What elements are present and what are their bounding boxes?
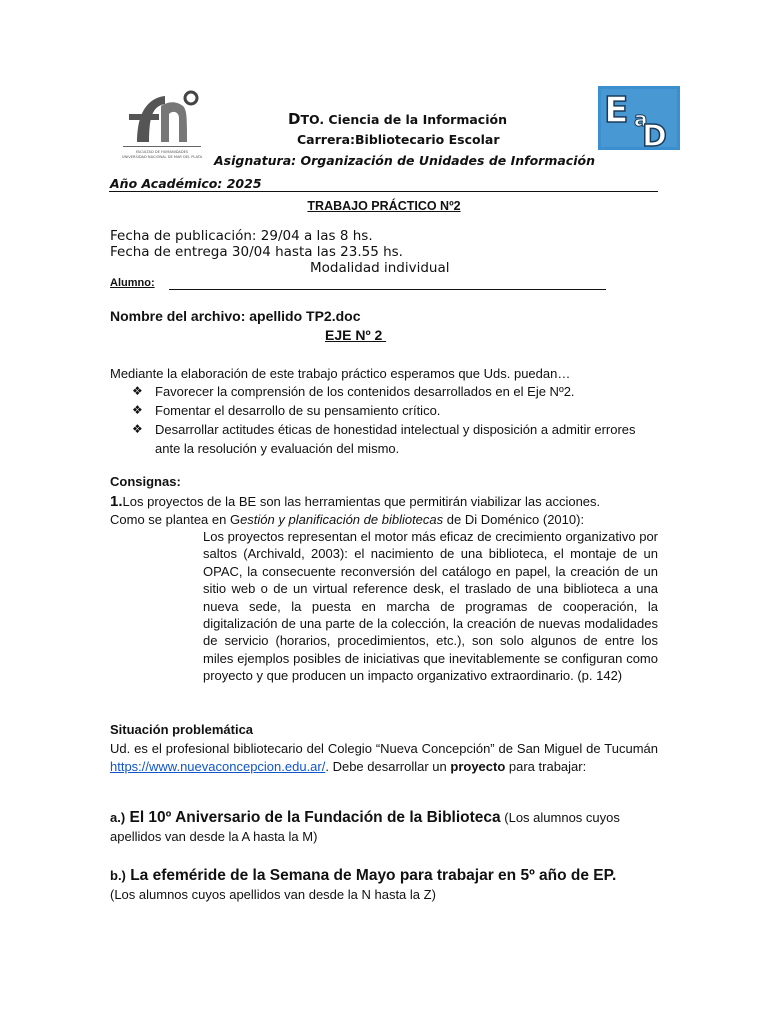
book-title: estión y planificación de bibliotecas: [240, 512, 444, 527]
instruction-number: 1.: [110, 493, 123, 510]
axis-title: EJE Nº 2: [325, 327, 387, 343]
option-b-title: La efeméride de la Semana de Mayo para trabajar en 5º año de EP.: [125, 867, 617, 884]
due-date: Fecha de entrega 30/04 hasta las 23.55 hs.: [110, 244, 403, 260]
instruction-text: Los proyectos de la BE son las herramientas que permitirán viabilizar las acciones.: [122, 494, 601, 509]
objective-text: Favorecer la comprensión de los contenidos desarrollados en el Eje Nº2.: [155, 384, 575, 399]
svg-text:UNIVERSIDAD NACIONAL DE MAR DE: UNIVERSIDAD NACIONAL DE MAR DEL PLATA: [121, 155, 203, 159]
situation-text: Ud. es el profesional bibliotecario del Colegio “Nueva Concepción” de San Miguel de Tucumán https://www.nuevaconcepcion.edu.ar/. Debe desarrollar un proyecto para trabajar:: [110, 741, 658, 774]
project-keyword: proyecto: [450, 759, 506, 774]
ead-logo: [598, 86, 680, 150]
modality: Modalidad individual: [310, 260, 450, 276]
school-website-link[interactable]: https://www.nuevaconcepcion.edu.ar/: [110, 759, 326, 774]
diamond-bullet-icon: ❖: [132, 384, 143, 398]
student-label: Alumno:: [110, 277, 155, 289]
student-name-line: [169, 289, 606, 290]
logo-caption: FACULTAD DE HUMANIDADES: [135, 150, 189, 154]
file-name-instruction: Nombre del archivo: apellido TP2.doc: [110, 308, 361, 324]
block-quote: Los proyectos representan el motor más eficaz de crecimiento organizativo por saltos (Archivald, 2003): el nacimiento de una biblioteca, el montaje de un OPAC, la consecuente reconversión del catálogo en papel, la creación de un sitio web o de un virtual reference desk, el traslado de una biblioteca a una nueva sede, la puesta en marcha de programas de cooperación, la digitalización de una parte de la colección, la creación de nuevas modalidades de servicio (horarios, procedimientos, etc.), son solo algunos de entre los miles ejemplos posibles de iniciativas que inevitablemente se configuran como proyecto y que producen un impacto organizativo extraordinario. (p. 142): [203, 529, 658, 684]
career-title: Carrera:Bibliotecario Escolar: [297, 132, 500, 147]
instructions-heading: Consignas:: [110, 474, 181, 489]
subject-title: Asignatura: Organización de Unidades de Información: [214, 153, 595, 168]
instruction-citation-line: Como se plantea en Gestión y planificación de bibliotecas de Di Doménico (2010):: [110, 512, 585, 527]
faculty-logo: [117, 84, 207, 162]
objective-text: Desarrollar actitudes éticas de honestidad intelectual y disposición a admitir errores ante la resolución y evaluación del mismo.: [155, 422, 636, 456]
objective-text: Fomentar el desarrollo de su pensamiento crítico.: [155, 403, 441, 418]
option-a-note: (Los alumnos cuyos apellidos van desde la A hasta la M): [110, 810, 620, 844]
option-a-letter: a.): [110, 810, 126, 825]
publication-date: Fecha de publicación: 29/04 a las 8 hs.: [110, 228, 373, 244]
option-b: [110, 866, 670, 904]
header-divider: [109, 191, 658, 192]
fhc-logo-icon: [117, 84, 207, 162]
option-b-letter: b.): [110, 868, 126, 883]
diamond-bullet-icon: ❖: [132, 403, 143, 417]
situation-heading: Situación problemática: [110, 722, 254, 737]
assignment-title-text: TRABAJO PRÁCTICO Nº2: [307, 199, 461, 213]
ead-logo-icon: [598, 86, 680, 150]
option-b-note: (Los alumnos cuyos apellidos van desde la N hasta la Z): [110, 887, 436, 902]
option-a-title: El 10º Aniversario de la Fundación de la Biblioteca: [125, 809, 501, 826]
svg-text:a: a: [634, 107, 648, 131]
academic-year: Año Académico: 2025: [110, 176, 262, 191]
svg-text:E: E: [604, 90, 629, 131]
department-title: DTO. Ciencia de la Información: [288, 110, 507, 128]
instruction-paragraph: [110, 492, 658, 511]
option-a: [110, 808, 670, 846]
intro-text: Mediante la elaboración de este trabajo práctico esperamos que Uds. puedan…: [110, 366, 571, 381]
svg-text:D: D: [642, 119, 667, 150]
diamond-bullet-icon: ❖: [132, 422, 143, 436]
assignment-title: [0, 199, 768, 213]
